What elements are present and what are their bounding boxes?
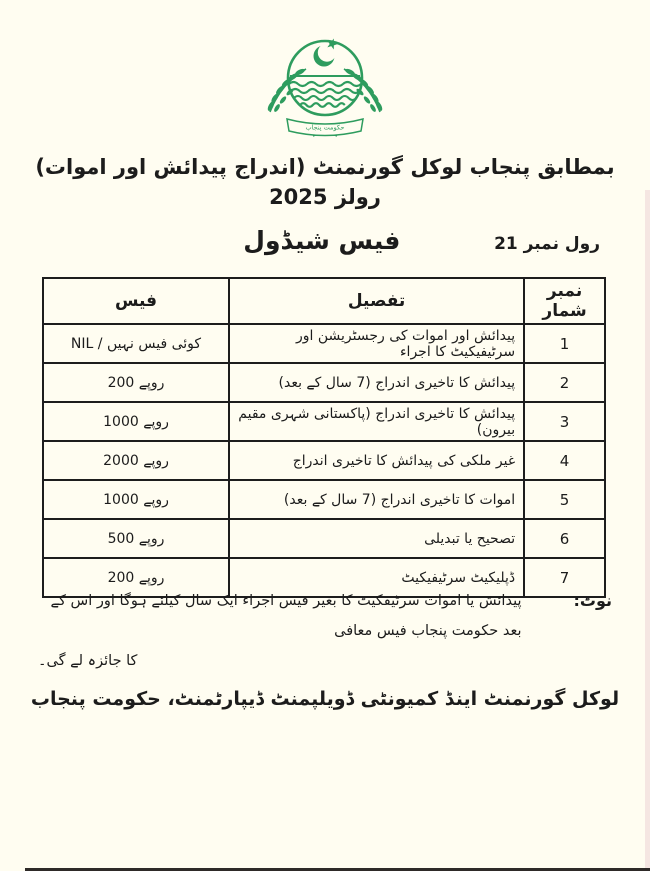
header-fee: فیس [43, 278, 229, 324]
fee-cell: 500 روپے [43, 519, 229, 558]
note-label: نوٹ: [573, 591, 612, 610]
scan-edge-artifact [645, 190, 650, 871]
serial-cell: 5 [524, 480, 605, 519]
header-detail: تفصیل [229, 278, 524, 324]
detail-cell: تصحیح یا تبدیلی [229, 519, 524, 558]
fee-table [42, 277, 606, 598]
fee-cell: 1000 روپے [43, 402, 229, 441]
fee-table-body [43, 324, 605, 597]
table-row [43, 402, 605, 441]
note-text-line2: کا جائزہ لے گی۔ [38, 653, 138, 669]
fee-cell: 1000 روپے [43, 480, 229, 519]
note-body [38, 586, 521, 676]
detail-cell: اموات کا تاخیری اندراج (7 سال کے بعد) [229, 480, 524, 519]
river-waves [289, 82, 361, 107]
detail-cell: پیدائش کا تاخیری اندراج (7 سال کے بعد) [229, 363, 524, 402]
detail-cell: پیدائش اور اموات کی رجسٹریشن اور سرٹیفیکیٹ کا اجراء [229, 324, 524, 363]
table-header-row [43, 278, 605, 324]
note-text-line1: پیدائش یا اموات سرٹیفکیٹ کا بغیر فیس اجراء ایک سال کیلئے ہوگا اور اس کے بعد حکومت پنجاب فیس معافی [50, 593, 522, 639]
crest-graphic [250, 30, 400, 144]
crest-banner-text: حکومت پنجاب [305, 123, 345, 132]
table-row [43, 480, 605, 519]
fee-cell: 200 روپے [43, 558, 229, 597]
serial-cell: 6 [524, 519, 605, 558]
serial-cell: 1 [524, 324, 605, 363]
fee-cell: 2000 روپے [43, 441, 229, 480]
serial-cell: 2 [524, 363, 605, 402]
header-serial: نمبر شمار [524, 278, 605, 324]
fee-cell: NIL / کوئی فیس نہیں [43, 324, 229, 363]
subheading-row [0, 226, 650, 270]
table-row [43, 519, 605, 558]
fee-cell: 200 روپے [43, 363, 229, 402]
serial-cell: 7 [524, 558, 605, 597]
detail-cell: غیر ملکی کی پیدائش کا تاخیری اندراج [229, 441, 524, 480]
crest-banner [287, 119, 363, 136]
table-row [43, 441, 605, 480]
detail-cell: پیدائش کا تاخیری اندراج (پاکستانی شہری مقیم بیرون) [229, 402, 524, 441]
note-section [38, 586, 612, 676]
serial-cell: 4 [524, 441, 605, 480]
serial-cell: 3 [524, 402, 605, 441]
fee-schedule-title: فیس شیڈول [243, 226, 401, 255]
table-row [43, 324, 605, 363]
detail-cell: ڈپلیکیٹ سرٹیفیکیٹ [229, 558, 524, 597]
rule-number: رول نمبر 21 [494, 234, 600, 254]
department-footer: لوکل گورنمنٹ اینڈ کمیونٹی ڈویلپمنٹ ڈیپارٹمنٹ، حکومت پنجاب [30, 688, 620, 710]
punjab-government-crest [250, 30, 400, 144]
document-heading: بمطابق پنجاب لوکل گورنمنٹ (اندراج پیدائش اور اموات) رولز 2025 [35, 155, 615, 210]
table-row [43, 363, 605, 402]
